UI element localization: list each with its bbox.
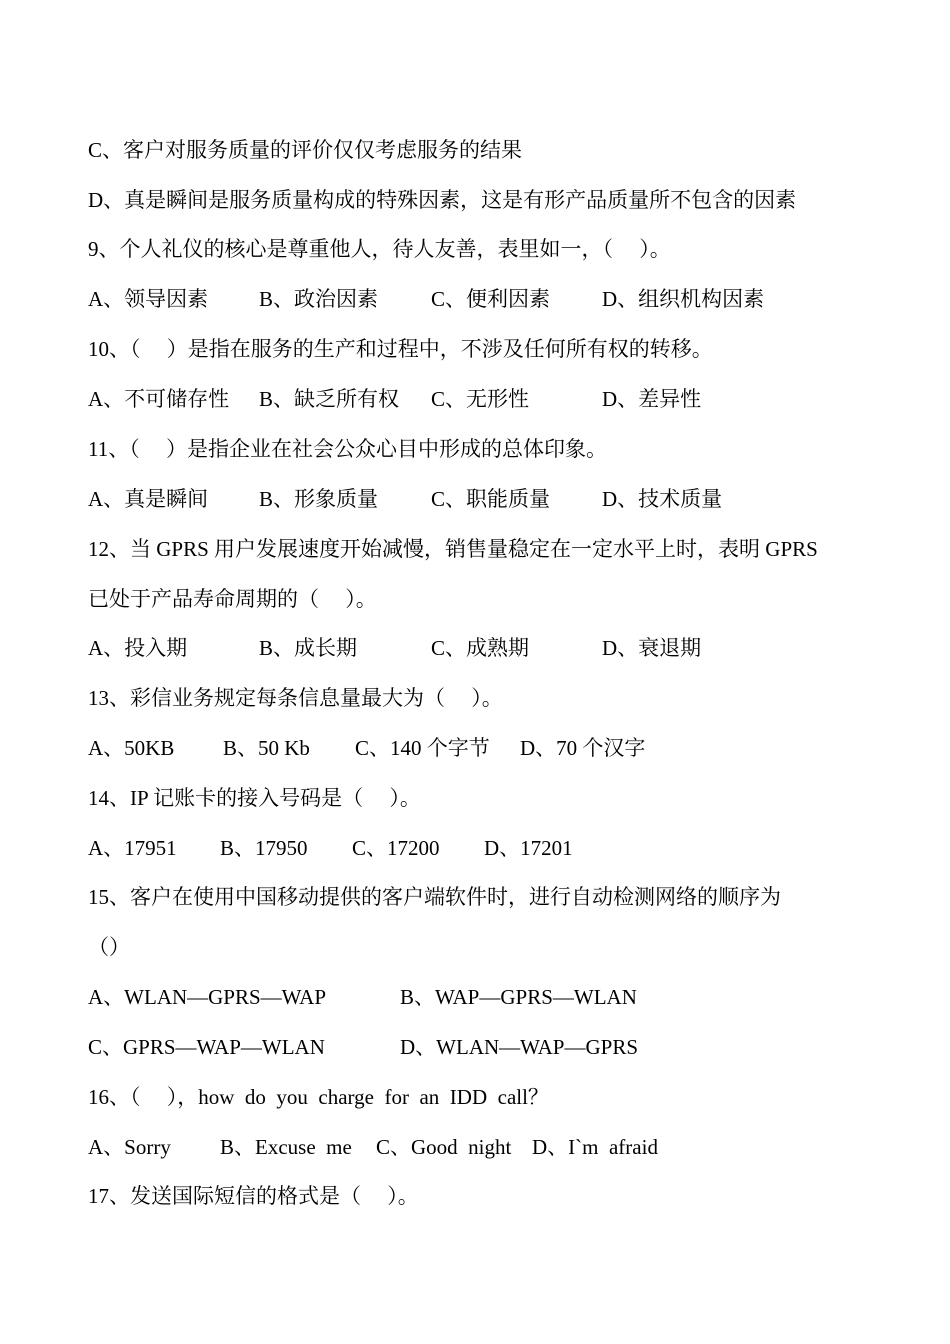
option-c: C、无形性 (431, 387, 530, 411)
option-d: D、70 个汉字 (520, 736, 646, 760)
question-11: 11、（ ）是指企业在社会公众心目中形成的总体印象。 (88, 437, 607, 461)
options-12 (88, 633, 702, 663)
option-c: C、Good night (376, 1135, 512, 1159)
option-b: B、形象质量 (259, 487, 379, 511)
option-a: A、Sorry (88, 1135, 171, 1159)
option-d: D、技术质量 (602, 487, 723, 511)
options-13 (88, 733, 646, 763)
option-a: A、真是瞬间 (88, 487, 209, 511)
options-14 (88, 833, 573, 863)
option-b: B、缺乏所有权 (259, 387, 400, 411)
options-9 (88, 284, 765, 314)
option-b: B、50 Kb (223, 736, 310, 760)
question-16: 16、（ ），how do you charge for an IDD call？ (88, 1085, 549, 1109)
option-c: C、17200 (352, 836, 440, 860)
option-a: A、不可储存性 (88, 387, 230, 411)
option-c: C、成熟期 (431, 636, 530, 660)
option-a: A、17951 (88, 836, 177, 860)
options-15-row1 (88, 982, 637, 1012)
option-d: D、组织机构因素 (602, 287, 765, 311)
option-a: A、50KB (88, 736, 175, 760)
option-c: C、140 个字节 (355, 736, 490, 760)
option-b: B、政治因素 (259, 287, 379, 311)
question-13: 13、彩信业务规定每条信息量最大为（ ）。 (88, 686, 503, 710)
option-a: A、领导因素 (88, 287, 209, 311)
options-16 (88, 1132, 658, 1162)
option-d: D、I`m afraid (532, 1135, 658, 1159)
option-a: A、WLAN—GPRS—WAP (88, 985, 327, 1009)
question-17: 17、发送国际短信的格式是（ ）。 (88, 1184, 419, 1208)
option-d: D、WLAN—WAP—GPRS (400, 1035, 639, 1059)
option-b: B、WAP—GPRS—WLAN (400, 985, 637, 1009)
option-d: D、差异性 (602, 387, 702, 411)
question-15-cont: （） (88, 935, 130, 959)
question-10: 10、（ ）是指在服务的生产和过程中，不涉及任何所有权的转移。 (88, 337, 713, 361)
option-c: C、便利因素 (431, 287, 551, 311)
option-a: A、投入期 (88, 636, 188, 660)
option-d: D、衰退期 (602, 636, 702, 660)
option-d: D、17201 (484, 836, 573, 860)
question-12-cont: 已处于产品寿命周期的（ ）。 (88, 587, 377, 611)
options-11 (88, 484, 723, 514)
option-b: B、17950 (220, 836, 308, 860)
option-c: C、GPRS—WAP—WLAN (88, 1035, 325, 1059)
options-10 (88, 384, 702, 414)
option-line-d: D、真是瞬间是服务质量构成的特殊因素，这是有形产品质量所不包含的因素 (88, 188, 797, 212)
question-12: 12、当 GPRS 用户发展速度开始减慢，销售量稳定在一定水平上时，表明 GPRS (88, 537, 818, 561)
question-14: 14、IP 记账卡的接入号码是（ ）。 (88, 786, 421, 810)
question-15: 15、客户在使用中国移动提供的客户端软件时，进行自动检测网络的顺序为 (88, 885, 781, 909)
option-c: C、职能质量 (431, 487, 551, 511)
option-line-c: C、客户对服务质量的评价仅仅考虑服务的结果 (88, 138, 523, 162)
question-9: 9、个人礼仪的核心是尊重他人，待人友善，表里如一，（ ）。 (88, 237, 671, 261)
option-b: B、成长期 (259, 636, 358, 660)
option-b: B、Excuse me (220, 1135, 352, 1159)
options-15-row2 (88, 1032, 639, 1062)
